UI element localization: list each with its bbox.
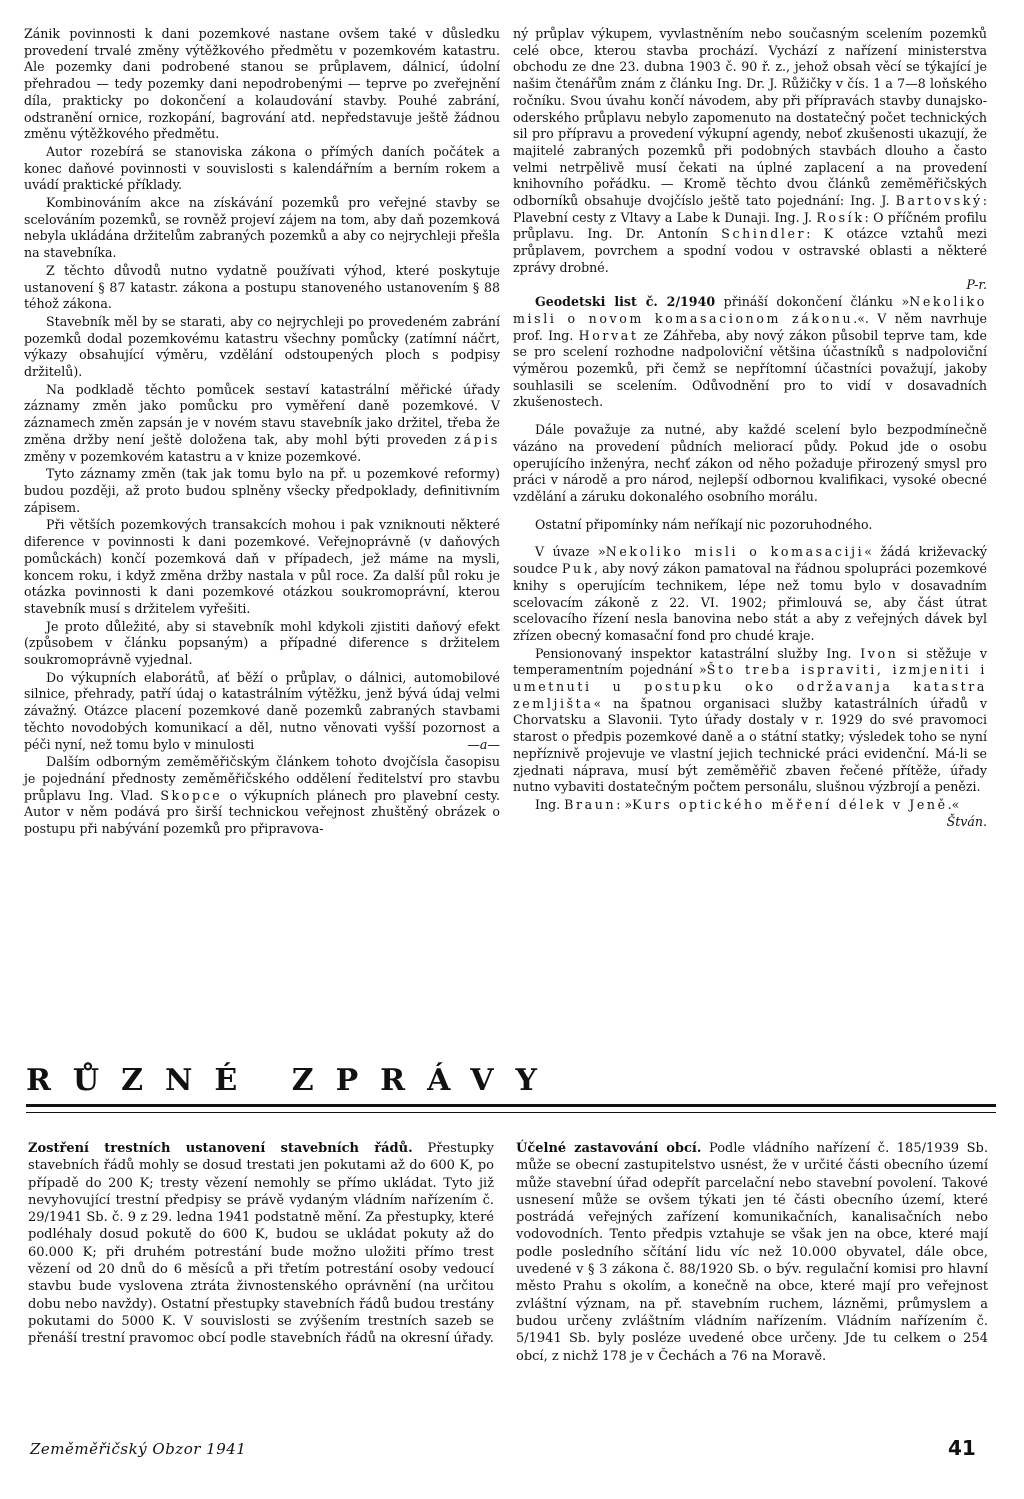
news-left-column [28,1140,494,1349]
divider [26,1112,996,1113]
news-title: Zostření trestních ustanovení stavebních řádů. [28,1141,413,1156]
signature: P-r. [966,276,987,292]
text-run: Do výkupních elaborátů, ať běží o průplav, o dálnici, automobilové silnice, přehrady, patří údaj o katastrálním výtěžku, jenž bývá údaj velmi závažný. Otázce placení pozemkové daně pozemků zabraných stavbami těchto novodobých komunikací a děl, nutno věnovati vyšší pozornost a péči nyní, než tomu bylo v minulosti [24,669,500,752]
text-run: : Plavební cesty z Vltavy a Labe k Dunaji. Ing. J. [513,193,987,225]
text-run: , aby nový zákon pamatoval na řádnou spolupráci pozemkové knihy s operujícím technikem, lépe než tomu bylo v dosavadním scelovacím zákoně z 22. VI. 1902; přimlouvá se, aby část útrat scelovacího řízení nesla banovina nebo stát a aby z veřejných dávek byl zřízen obecný komasační fond pro chudé kraje. [513,561,987,643]
journal-name: Zeměměřičský Obzor 1941 [30,1440,247,1458]
author-name: Horvat [578,327,639,343]
spacer [513,507,987,517]
signature: Štván. [946,813,987,829]
news-text: Podle vládního nařízení č. 185/1939 Sb. může se obecní zastupitelstvo usnést, že v určité části obecního území může stavební úřad odepřít parcelační nebo stavební povolení. Takové usnesení může se ovšem týkati jen té části obecního území, které postrádá veřejných zařízení komunikačních, kanalisačních nebo vodovodních. Tento předpis vztahuje se však jen na obce, které mají podle posledního sčítání lidu víc než 10.000 obyvatel, dále obce, uvedené v § 3 zákona č. 88/1920 Sb. o býv. regulační komisi pro hlavní město Prahu s okolím, a konečně na obce, které mají pro veřejnost zvláštní význam, na př. stavebním ruchem, lázněmi, průmyslem a budou určeny zvláštním vládním nařízením. Vládním nařízením č. 5/1941 Sb. byly posléze uvedené obce určeny. Jde tu celkem o 254 obcí, z nichž 178 je v Čechách a 76 na Moravě. [516,1141,988,1364]
paragraph [513,544,987,644]
text-run: si stěžuje v temperamentním pojednání » [513,645,987,678]
paragraph: Tyto záznamy změn (tak jak tomu bylo na př. u pozemkové reformy) budou později, až proto budou splněny všecky předpoklady, definitivním zápisem. [24,466,500,515]
text-run: Pensionovaný inspektor katastrální služby Ing. [535,645,852,661]
article-title: Nekoliko misli o novom komasacionom zákonu [513,294,987,326]
paragraph [513,646,987,796]
news-item [28,1140,494,1348]
text-run: « žádá križevacký soudce [513,544,987,577]
text-run: : » [616,796,633,812]
paragraph: Dále považuje za nutné, aby každé scelení bylo bezpodmínečně vázáno na provedení půdních meliorací půdy. Pokud jde o osobu operujícího inženýra, nechť zákon od něho požaduje přirozený smysl pro práci v národě a pro národ, nejlepší odbornou kvalifikaci, vysoké obecné vzdělání a záruku dokonalého osobního morálu. [513,422,987,504]
news-item [516,1140,988,1365]
text-run: « na špatnou organisaci služby katastrálních úřadů v Chorvatsku a Slavonii. Tyto úřady dostaly v r. 1929 do své pravomoci starost o předpis pozemkové daně a o státní statky; výsledek toho se nyní nepříznivě projevuje ve vlastní jejich technické práci evidenční. Má-li se zjednati náprava, musí být zeměměřič zbaven řečené přítěže, úřady nutno vybaviti dostatečným počtem personálu, slušnou výzbrojí a penězi. [513,695,987,795]
author-name: Schindler [721,226,807,242]
article-title: Kurs optického měření délek v Jeně [632,796,948,812]
news-text: Přestupky stavebních řádů mohly se dosud trestati jen pokutami až do 600 K, po případě do 200 K; tresty vězení nemohly se přímo ukládat. Tyto již nevyhovující trestní předpisy se právě vydaným vládním nařízením č. 29/1941 Sb. č. 9 z 29. ledna 1941 podstatně mění. Za přestupky, které podléhaly dosud pokutě do 600 K, budou se ukládat pokuty až do 60.000 K; při druhém potrestání bude možno uložiti přímo trest vězení od 20 dnů do 6 měsíců a při třetím potrestání osoby vedoucí stavbu bude vyslovena ztráta živnostenského oprávnění (na určitou dobu nebo navždy). Ostatní přestupky stavebních řádů budou trestány pokutami do 5000 K. V souvislosti se zvýšením trestních sazeb se přenáší trestní pravomoc obcí podle stavebních řádů na okresní úřady. [28,1141,494,1347]
author-name: Skopce [160,787,223,803]
paragraph: Stavebník měl by se starati, aby co nejrychleji po provedeném zabrání pozemků dodal pozemkovému katastru všechny pomůcky (zatímní náčrt, výkazy obsahující výměru, vzdělání odstoupených ploch s podpisy držitelů). [24,313,500,380]
text-run: o výkupních plánech pro plavební cesty. Autor v něm podává pro širší technickou veřejnost zhuštěný obrázek o postupu při nabývání pozemků pro připravova- [24,787,500,837]
spacer [513,412,987,422]
left-column [24,26,500,839]
paragraph [24,382,500,466]
paragraph: Autor rozebírá se stanoviska zákona o přímých daních počátek a konec daňové povinnosti v souvislosti s kalendářním a berním rokem a uvádí praktické příklady. [24,143,500,193]
author-name: Rosík [816,209,865,225]
spaced-term: zápis [454,431,500,447]
spacer [513,534,987,544]
paragraph: Ostatní připomínky nám neříkají nic pozoruhodného. [535,516,873,532]
section-banner [26,1064,996,1107]
text-run: změny v pozemkovém katastru a v knize pozemkové. [24,448,362,464]
text-run: přináší dokončení článku » [723,294,910,310]
paragraph [513,294,987,411]
text-run: : O příčném profilu průplavu. Ing. Dr. Antonín [513,209,987,242]
text-run: Na podkladě těchto pomůcek sestaví katastrální měřické úřady záznamy změn jako pomůcku pro vyměření daně pozemkové. V záznamech změn zapsán je v novém stavu stavebník jako držitel, třeba že změna držby není ještě doložena tak, aby mohl býti proveden [24,381,500,447]
paragraph: Zánik povinnosti k dani pozemkové nastane ovšem také v důsledku provedení trvalé změny výtěžkového předmětu v pozemkovém katastru. Ale pozemky dani podrobené stanou se průplavem, dálnicí, údolní přehradou — tedy pozemky dani nepodrobenými — teprve po zveřejnění díla, prakticky po dokončení a kolaudování stavby. Pouhé zabrání, odstranění ornice, rozkopání, bagrování atd. nepředstavuje ještě žádnou změnu výtěžkového předmětu. [24,26,500,142]
text-run: Dalším odborným zeměměřičským článkem tohoto dvojčísla časopisu je pojednání přednosty zeměměřičského oddělení ředitelství pro stavbu průplavu Ing. Vlad. [24,754,500,803]
paragraph [513,797,987,830]
text-run: : K otázce vztahů mezi průplavem, povrchem a spodní vodou v ostravské oblasti a některé zprávy drobné. [513,226,987,275]
text-run: .« [947,796,960,812]
text-run: .«. V něm navrhuje prof. Ing. [513,310,987,343]
text-run: ný průplav výkupem, vyvlastněním nebo současným scelením pozemků celé obce, kterou stavba prochází. Vychází z nařízení ministerstva obchodu ze dne 23. dubna 1903 č. 90 ř. z., jehož obsah věcí se týkající je našim čtenářům znám z článku Ing. Dr. J. Růžičky v čís. 1 a 7—8 loňského ročníku. Svou úvahu končí návodem, aby při přípravách stavby dunajsko-oderského průplavu nebylo zapomenuto na dostatečný počet technických sil pro přípravu a provedení výkupní agendy, neboť zkušenosti ukazují, že majitelé zabraných pozemků při podobných stavbách dlouho a často velmi netrpělivě musí čekati na úplné zaplacení a na provedení knihovního pořádku. — Kromě těchto dvou článků zeměměřičských odborníků obsahuje dvojčíslo ještě tato pojednání: Ing. J. [513,26,987,209]
text-run: Ing. [535,796,561,812]
paragraph [24,754,500,838]
text-run: V úvaze » [535,544,606,560]
text-run: ze Záhřeba, aby nový zákon působil teprve tam, kde se pro scelení rozhodne nadpoloviční většina účastníků s nadpoloviční výměrou pozemků, při čemž se nepřítomní účastníci považují, jakoby souhlasili se scelením. Odůvodnění pro to vidí v dosavadních zkušenostech. [513,327,987,410]
paragraph [24,670,500,754]
right-column [513,26,987,831]
paragraph: Při větších pozemkových transakcích mohou i pak vzniknouti některé diference v povinnosti k dani pozemkové. Veřejnoprávně (v daňových pomůckách) končí pozemková daň v případech, jež máme na mysli, koncem roku, i když změna držby nastala v půl roce. Za další půl roku je otázka povinnosti k dani pozemkové otázkou soukromoprávní, kterou stavebník musí s držitelem vyřešiti. [24,517,500,616]
author-name: Braun [564,796,617,812]
paragraph: Z těchto důvodů nutno vydatně používati výhod, které poskytuje ustanovení § 87 katastr. zákona a postupu stanoveného ustanovením § 88 téhož zákona. [24,262,500,312]
section-title: RŮZNÉ ZPRÁVY [26,1063,559,1098]
paragraph [513,26,987,293]
author-name: Puk [561,561,594,577]
news-right-column [516,1140,988,1366]
article-title: Što treba ispraviti, izmjeniti i umetnuti u postupku oko održavanja katastra zemljišta [513,662,987,711]
paragraph: Kombinováním akce na získávání pozemků pro veřejné stavby se scelováním pozemků, se rovněž projeví zájem na tom, aby daň pozemková nebyla ukládána držitelům zabraných pozemků a aby co nejrychleji přešla na stavebníka. [24,195,500,261]
review-title: Geodetski list č. 2/1940 [535,294,716,310]
author-name: Bartovský [895,193,983,209]
article-title: Nekoliko misli o komasaciji [605,544,865,560]
paragraph: Je proto důležité, aby si stavebník mohl kdykoli zjistiti daňový efekt (způsobem v článku popsaným) a případné diference s držitelem soukromoprávně vyjednal. [24,618,500,668]
news-title: Účelné zastavování obcí. [516,1141,702,1156]
signature: —a— [467,736,500,752]
page-number: 41 [948,1436,976,1460]
author-name: Ivon [860,645,899,661]
